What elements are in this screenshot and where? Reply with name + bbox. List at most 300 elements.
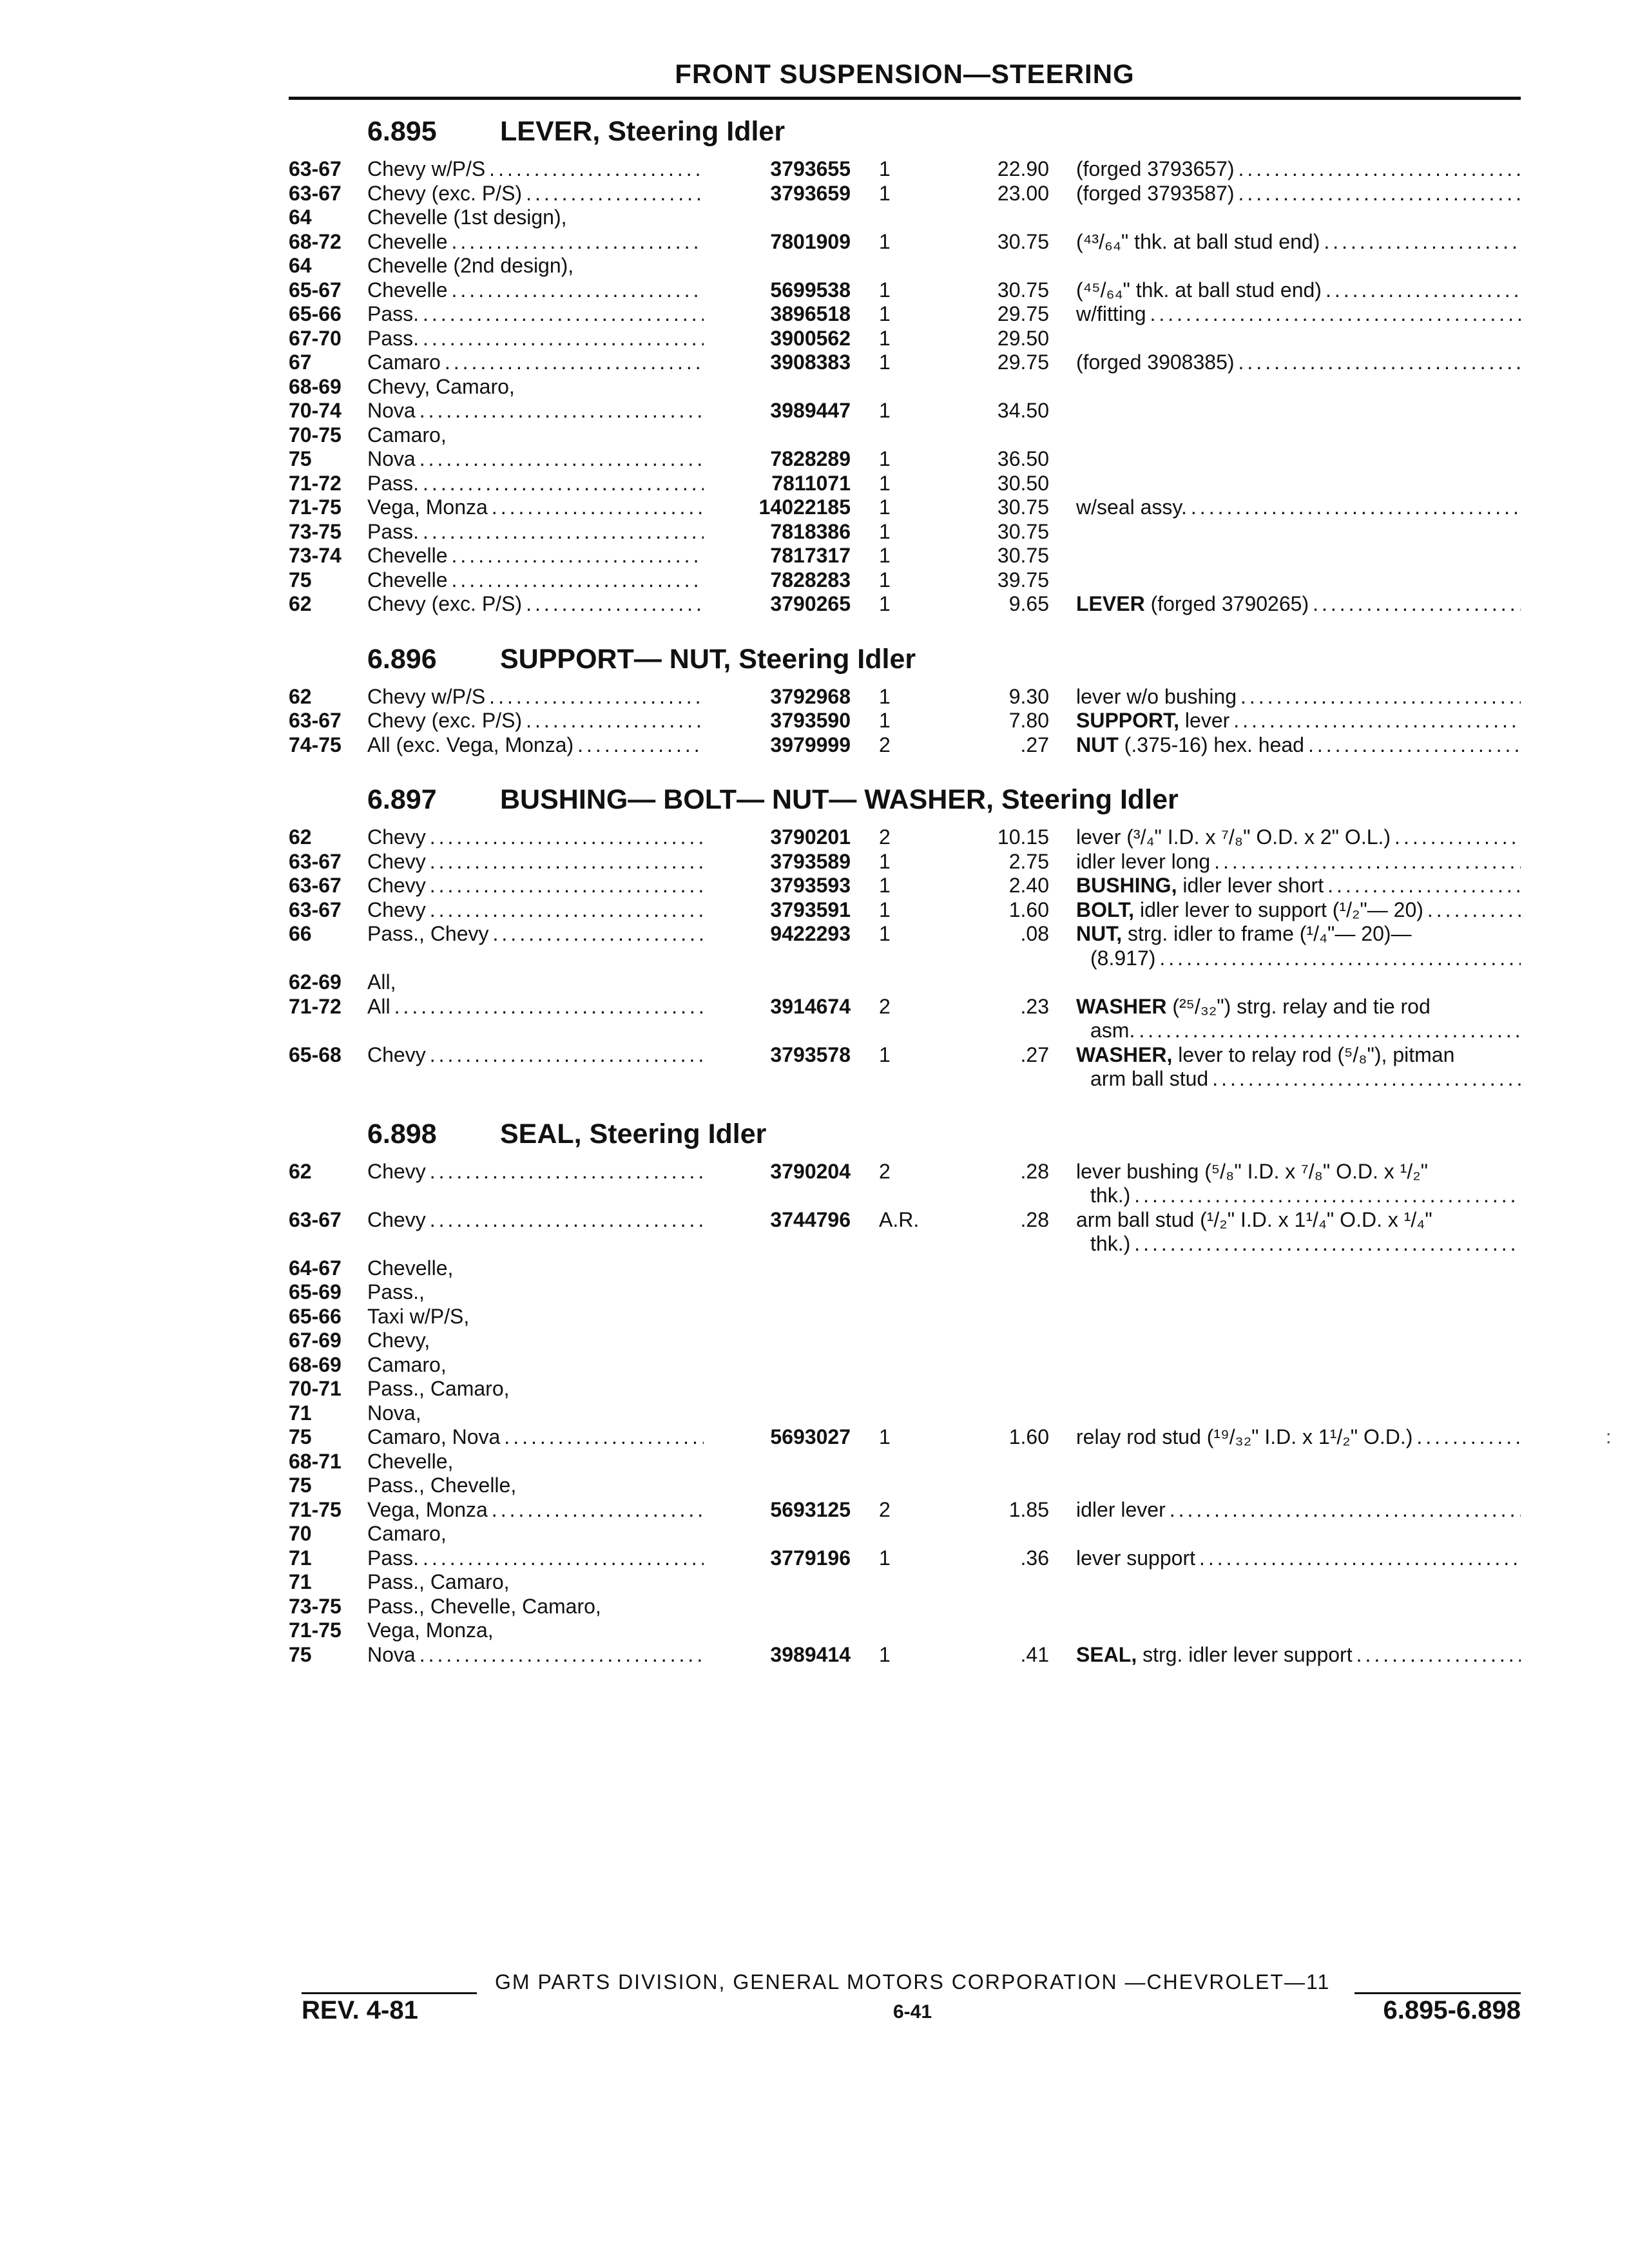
year-range: 62 [289,684,312,708]
dot-leader [430,874,704,898]
year-range: 73-74 [289,544,342,567]
dot-leader [1214,850,1521,874]
model-cell [367,1401,715,1426]
year-range: 73-75 [289,1594,342,1618]
description [1076,995,1521,1043]
part-number: 3792968 [770,684,851,708]
part-number: 3989414 [770,1642,851,1666]
description-text [1076,302,1146,327]
year-range: 71 [289,1546,312,1570]
model-cell [367,1643,715,1667]
price: .28 [1020,1159,1049,1183]
price: 30.75 [997,544,1049,567]
table-row [289,302,1521,327]
year-range: 71 [289,1570,312,1593]
footer-rule-left [302,1992,477,1994]
table-row [289,447,1521,472]
dot-leader [489,685,704,709]
dot-leader [419,1643,704,1667]
model-cell [367,1160,715,1184]
table-row [289,495,1521,520]
dot-leader [504,1425,704,1450]
dot-leader [1170,1498,1521,1523]
model-text: Nova [367,1642,416,1666]
table-row [289,544,1521,568]
quantity: 1 [879,1425,891,1448]
footer-section-range: 6.895-6.898 [1383,1996,1521,2024]
dot-leader [489,157,704,182]
year-range: 70-71 [289,1377,342,1400]
model-cell [367,1280,715,1305]
dot-leader [1150,302,1521,327]
description-continuation [1076,1019,1521,1043]
section-spacer [289,677,1521,685]
model-text: Pass., [367,1280,425,1303]
description-detail: (.375-16) hex. head [1118,733,1304,756]
description-detail: (forged 3790265) [1144,592,1309,615]
year-range: 73-75 [289,519,342,543]
price: 1.60 [1008,898,1049,921]
page-header [289,54,1521,100]
model-cell [367,1425,715,1450]
price: .36 [1020,1546,1049,1570]
description [1076,825,1521,850]
dot-leader [423,520,704,544]
year-range: 63-67 [289,157,342,180]
part-number: 3793590 [770,709,851,732]
model-text: Camaro, Nova [367,1425,501,1448]
section-heading [289,1111,1521,1152]
part-number: 3989447 [770,399,851,422]
quantity: 1 [879,568,891,591]
model-cell [367,1522,715,1546]
description-text [1076,850,1210,874]
year-range: 62 [289,825,312,849]
model-text: All, [367,970,396,994]
model-cell [367,472,715,496]
price: 9.30 [1008,684,1049,708]
model-text: Chevy [367,1207,426,1231]
description [1076,1498,1521,1523]
quantity: 1 [879,1546,891,1570]
model-text: Chevy w/P/S [367,157,486,180]
part-number: 5693125 [770,1497,851,1521]
model-text: Chevelle (2nd design), [367,254,574,277]
description-continuation-text: arm ball stud [1090,1067,1209,1090]
year-range: 75 [289,1425,312,1448]
model-text: Chevy, Camaro, [367,374,515,398]
description-continuation [1076,947,1521,971]
description-detail: (forged 3793657) [1076,157,1235,180]
quantity: 1 [879,157,891,180]
description-detail: strg. idler to frame (¹/₄"— 20)— [1122,922,1412,945]
description-text [1076,495,1187,520]
dot-leader [1191,495,1521,520]
table-row [289,254,1521,278]
model-text: Pass., Camaro, [367,1570,510,1593]
model-cell [367,447,715,472]
model-text: Pass., Camaro, [367,1377,510,1400]
model-text: Pass., Chevelle, Camaro, [367,1594,601,1618]
description-detail: (²⁵/₃₂") strg. relay and tie rod [1166,994,1431,1018]
dot-leader [577,733,704,758]
dot-leader [452,230,704,255]
price: 9.65 [1008,592,1049,615]
dot-leader [526,709,704,733]
model-cell [367,825,715,850]
part-number: 3790265 [770,592,851,615]
table-row [289,351,1521,375]
table-row [289,1619,1521,1643]
description-text [1076,182,1235,206]
description-keyword: SUPPORT, [1076,709,1180,732]
model-text: Chevelle [367,278,448,302]
footer-rule-right [1354,1992,1521,1994]
model-cell [367,1043,715,1068]
year-range: 75 [289,568,312,591]
table-row [289,1353,1521,1378]
description [1076,685,1521,709]
description-continuation-text: thk.) [1090,1232,1131,1255]
quantity: 1 [879,495,891,519]
year-range: 64 [289,206,312,229]
description-detail: lever [1179,709,1230,732]
table-row [289,850,1521,874]
description [1076,278,1521,303]
year-range: 74-75 [289,733,342,756]
quantity: 1 [879,874,891,897]
year-range: 65-67 [289,278,342,302]
quantity: 1 [879,229,891,253]
price: .23 [1020,994,1049,1018]
year-range: 65-66 [289,1304,342,1328]
dot-leader [423,327,704,351]
dot-leader [1427,898,1521,923]
dot-leader [492,1498,704,1523]
year-range: 68-71 [289,1449,342,1473]
model-cell [367,874,715,898]
dot-leader [1240,685,1521,709]
part-number: 3896518 [770,302,851,325]
dot-leader [1199,1546,1521,1571]
table-row [289,1208,1521,1256]
description [1076,1208,1521,1256]
dot-leader [1356,1643,1521,1667]
model-cell [367,970,715,995]
dot-leader [492,495,704,520]
table-row [289,825,1521,850]
model-text: Chevy [367,874,426,897]
model-cell [367,254,715,278]
table-row [289,423,1521,448]
section-heading [289,108,1521,149]
model-cell [367,520,715,544]
description-detail: lever bushing (⁵/₈" I.D. x ⁷/₈" O.D. x ¹/₂" [1076,1159,1428,1183]
description-text [1076,1208,1521,1233]
description [1076,1043,1521,1091]
model-text: Pass., Chevelle, [367,1474,517,1497]
model-cell [367,1256,715,1281]
table-row [289,375,1521,399]
table-row [289,1043,1521,1091]
model-cell [367,375,715,399]
model-cell [367,157,715,182]
price: 29.50 [997,326,1049,350]
model-cell [367,1474,715,1498]
model-cell [367,995,715,1019]
model-text: Chevy w/P/S [367,684,486,708]
part-number: 7801909 [770,229,851,253]
year-range: 70-75 [289,423,342,447]
year-range: 65-68 [289,1043,342,1066]
year-range: 68-72 [289,229,342,253]
description-detail: idler lever [1076,1497,1166,1521]
table-row [289,472,1521,496]
part-number: 3914674 [770,994,851,1018]
description [1076,157,1521,182]
model-cell [367,302,715,327]
description-keyword: BUSHING, [1076,874,1177,897]
quantity: 2 [879,1497,891,1521]
model-text: Chevy [367,849,426,873]
dot-leader [452,568,704,593]
price: 30.75 [997,229,1049,253]
dot-leader [430,850,704,874]
model-text: Chevelle [367,544,448,567]
description-detail: lever (³/₄" I.D. x ⁷/₈" O.D. x 2" O.L.) [1076,825,1391,849]
model-text: Nova, [367,1401,421,1425]
description-detail: (forged 3793587) [1076,181,1235,205]
description [1076,850,1521,874]
quantity: 1 [879,898,891,921]
model-text: Vega, Monza [367,1497,488,1521]
table-row [289,733,1521,758]
description-detail: idler lever long [1076,849,1211,873]
model-cell [367,351,715,375]
table-row [289,1280,1521,1305]
section-name: LEVER, Steering Idler [500,116,786,147]
model-text: Chevy (exc. P/S) [367,592,523,615]
section-heading [289,636,1521,677]
price: 2.40 [1008,874,1049,897]
model-text: Pass. [367,1546,419,1570]
model-text: Chevy (exc. P/S) [367,709,523,732]
model-text: Chevy [367,898,426,921]
margin-mark: : [1606,1427,1612,1448]
table-row [289,874,1521,898]
description-keyword: BOLT, [1076,898,1135,921]
model-cell [367,182,715,206]
price: 22.90 [997,157,1049,180]
dot-leader [452,544,704,568]
table-row [289,709,1521,733]
price: 29.75 [997,302,1049,325]
quantity: 2 [879,733,891,756]
description-detail: arm ball stud (¹/₂" I.D. x 1¹/₄" O.D. x ¹/₄" [1076,1207,1432,1231]
year-range: 68-69 [289,1352,342,1376]
description-keyword: SEAL, [1076,1642,1137,1666]
section-spacer [289,757,1521,776]
model-text: Pass. [367,519,419,543]
model-text: Nova [367,447,416,470]
description-continuation [1076,1067,1521,1091]
table-row [289,685,1521,709]
section-spacer [289,1667,1521,1686]
price: 23.00 [997,181,1049,205]
part-number: 3793589 [770,849,851,873]
table-row [289,182,1521,206]
description-text [1076,1043,1521,1068]
table-row [289,922,1521,970]
dot-leader [430,898,704,923]
year-range: 64 [289,254,312,277]
year-range: 71-72 [289,994,342,1018]
model-cell [367,1377,715,1401]
description-text [1076,874,1324,898]
model-text: Chevelle [367,229,448,253]
model-cell [367,206,715,230]
description-keyword: LEVER [1076,592,1145,615]
part-number: 3908383 [770,351,851,374]
model-text: Camaro, [367,1352,447,1376]
model-cell [367,1619,715,1643]
table-row [289,1595,1521,1619]
part-number: 7828289 [770,447,851,470]
model-text: Vega, Monza, [367,1619,494,1642]
description-detail: strg. idler lever support [1137,1642,1353,1666]
footer-corporation: GM PARTS DIVISION, GENERAL MOTORS CORPORATION —CHEVROLET—11 [495,1970,1331,1994]
year-range: 75 [289,447,312,470]
model-text: All (exc. Vega, Monza) [367,733,574,756]
table-row [289,157,1521,182]
dot-leader [423,472,704,496]
quantity: 1 [879,326,891,350]
section-spacer [289,149,1521,157]
part-number: 9422293 [770,922,851,945]
model-text: Chevy (exc. P/S) [367,181,523,205]
description [1076,1643,1521,1667]
table-row [289,1329,1521,1353]
dot-leader [1324,230,1521,255]
table-row [289,970,1521,995]
quantity: 1 [879,471,891,495]
price: 29.75 [997,351,1049,374]
model-text: Chevelle [367,568,448,591]
model-cell [367,1595,715,1619]
description-detail: w/fitting [1076,302,1146,325]
year-range: 63-67 [289,709,342,732]
section-spacer [289,1152,1521,1160]
dot-leader [1239,157,1521,182]
section-heading [289,776,1521,818]
model-text: Taxi w/P/S, [367,1304,470,1328]
year-range: 71-75 [289,1497,342,1521]
dot-leader [1327,874,1521,898]
model-cell [367,592,715,617]
description-text [1076,898,1423,923]
year-range: 63-67 [289,1207,342,1231]
model-cell [367,1305,715,1329]
table-row [289,399,1521,423]
model-cell [367,1329,715,1353]
description [1076,1425,1521,1450]
description-text [1076,351,1235,375]
year-range: 62 [289,592,312,615]
year-range: 70-74 [289,399,342,422]
description-text [1076,230,1320,255]
year-range: 71-75 [289,495,342,519]
part-number: 3790201 [770,825,851,849]
model-text: Vega, Monza [367,495,488,519]
description-text [1076,592,1309,617]
year-range: 67 [289,351,312,374]
page-title: FRONT SUSPENSION—STEERING [675,59,1135,89]
price: 1.85 [1008,1497,1049,1521]
model-text: Camaro [367,351,441,374]
footer-revision: REV. 4-81 [302,1996,418,2024]
part-number: 3744796 [770,1207,851,1231]
description-text [1076,995,1521,1019]
description [1076,182,1521,206]
quantity: 1 [879,351,891,374]
dot-leader [423,1546,704,1571]
description [1076,230,1521,255]
description-detail: lever support [1076,1546,1195,1570]
model-cell [367,1546,715,1571]
table-row [289,520,1521,544]
description-detail: (⁴³/₆₄" thk. at ball stud end) [1076,229,1320,253]
description-text [1076,1425,1412,1450]
price: .28 [1020,1207,1049,1231]
model-cell [367,1498,715,1523]
description-detail: w/seal assy. [1076,495,1187,519]
dot-leader [1239,351,1521,375]
description [1076,1546,1521,1571]
model-cell [367,709,715,733]
price: 30.50 [997,471,1049,495]
price: 30.75 [997,278,1049,302]
description [1076,351,1521,375]
quantity: 1 [879,1043,891,1066]
model-cell [367,230,715,255]
description [1076,874,1521,898]
price: 30.75 [997,495,1049,519]
description-detail: (forged 3908385) [1076,351,1235,374]
description-text [1076,1643,1353,1667]
model-text: Camaro, [367,423,447,447]
parts-list [289,108,1521,1686]
year-range: 64-67 [289,1256,342,1280]
model-text: Pass. [367,471,419,495]
table-row [289,898,1521,923]
dot-leader [493,922,704,947]
part-number: 3979999 [770,733,851,756]
model-text: Chevy [367,825,426,849]
model-text: Pass. [367,326,419,350]
section-spacer [289,1091,1521,1111]
quantity: 1 [879,592,891,615]
table-row [289,1570,1521,1595]
dot-leader [526,182,704,206]
table-row [289,1546,1521,1571]
year-range: 63-67 [289,849,342,873]
description-text [1076,825,1391,850]
year-range: 62-69 [289,970,342,994]
year-range: 70 [289,1522,312,1545]
price: 36.50 [997,447,1049,470]
dot-leader [1159,947,1521,971]
description-keyword: NUT [1076,733,1119,756]
